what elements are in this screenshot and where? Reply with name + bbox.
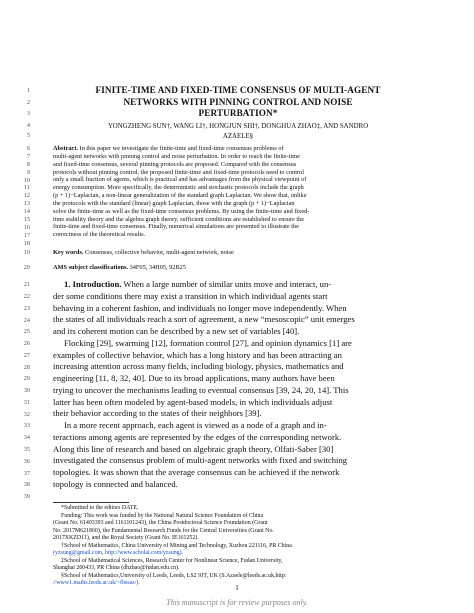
intro-line: behaving in a coherent fashion, and individuals no longer move independently. When [53, 302, 347, 313]
line-number: 4 [26, 122, 30, 129]
line-number: 14 [23, 208, 30, 215]
line-number: 9 [26, 169, 30, 176]
line-number: 15 [23, 216, 30, 223]
title-line: PERTURBATION* [198, 108, 278, 119]
line-number: 8 [26, 161, 30, 168]
line-number: 16 [23, 224, 30, 231]
intro-line: Flocking [29], swarming [12], formation control [27], and opinion dynamics [1] are [64, 337, 352, 348]
abstract-line: time stability theory and the algebra graph theory, sufficient conditions are established to ensure the [53, 215, 305, 223]
footnote-line: No. 2017M621860), the Fundamental Research Funds for the Central Universities (Grant No. [53, 527, 274, 534]
line-number: 30 [23, 387, 30, 394]
intro-line: In a more recent approach, each agent is viewed as a node of a graph and in- [64, 420, 327, 430]
line-number: 10 [23, 177, 30, 184]
section-title: Introduction. [72, 279, 122, 289]
line-number: 17 [23, 232, 30, 239]
footnote-line: Shanghai 200433, PR China (dhzhao@fudan.edu.cn). [53, 565, 180, 571]
authors [70, 122, 406, 141]
line-number: 34 [23, 434, 30, 441]
page-number: 1 [235, 584, 239, 592]
keywords-text: Consensus, collective behavior, multi-agent network, noise [85, 249, 234, 256]
abstract-line: correctness of the theoretical results. [53, 231, 146, 239]
abstract-line: energy consumption. More specifically, the deterministic and stochastic protocols include the graph [53, 184, 304, 192]
intro-line: latter has been often modeled by agent-based models, in which individuals adjust [53, 396, 333, 407]
line-number: 3 [26, 110, 30, 117]
section-number: 1. [64, 279, 71, 289]
line-number: 37 [23, 470, 30, 477]
line-number: 26 [23, 340, 30, 347]
abstract-line: and fixed-time consensus, several pinning protocols are proposed. Compared with the consensus [53, 160, 297, 168]
abstract-line: (p + 1)−Laplacian, a non-linear generalization of the standard graph Laplacian. We show that, unlike [53, 192, 307, 200]
line-number: 1 [26, 87, 30, 94]
line-number: 19 [23, 249, 30, 256]
abstract-label: Abstract. [53, 145, 79, 152]
footnote-line: (Grant No. 61403393 and 1161101243), the China Postdoctoral Science Foundation (Grant [53, 520, 268, 526]
intro-text: When a large number of similar units move and interact, un- [123, 279, 332, 289]
footnote-rule [53, 502, 129, 503]
abstract-line: finite-time and fixed-time consensus. Finally, numerical simulations are presented to illustrate the [53, 223, 299, 231]
footnote-line: †School of Mathematics, China University of Mining and Technology, Xuzhou 221116, PR China [61, 542, 292, 549]
intro-line: trying to uncover the mechanisms leading to eventual consensus [39, 24, 20, 14]. This [53, 384, 349, 395]
footnote-line[interactable]: //www1.maths.leeds.ac.uk/~fbssaz/). [53, 580, 140, 586]
intro-line: the states of all individuals reach a sort of agreement, a new “mesoscopic” unit emerges [53, 314, 355, 325]
line-number: 13 [23, 200, 30, 207]
authors-line: YONGZHENG SUN†, WANG LI†, HONGJUN SHI†, DONGHUA ZHAO‡, AND SANDRO [107, 123, 369, 130]
review-watermark: This manuscript is for review purposes only. [166, 598, 308, 607]
abstract-line: protocols without pinning control, the proposed finite-time and fixed-time protocols need to control [53, 168, 304, 176]
line-number: 38 [23, 481, 30, 488]
line-number: 11 [23, 184, 30, 191]
line-number: 25 [23, 328, 30, 335]
line-number: 35 [23, 446, 30, 453]
footnote-line: ‡School of Mathematical Sciences, Research Center for Nonlinear Science, Fudan University, [61, 557, 283, 564]
footnote-line: *Submitted to the editors DATE. [61, 505, 139, 511]
intro-line: examples of collective behavior, which has a long history and has been attracting an [53, 349, 342, 360]
line-number: 12 [23, 192, 30, 199]
line-number: 21 [23, 281, 30, 288]
keywords [53, 249, 423, 257]
abstract-line: only a small fraction of agents, which is practical and has advantages from the physical viewpoint of [53, 176, 307, 184]
abstract-line [53, 145, 423, 153]
line-number: 39 [23, 493, 30, 500]
line-number: 6 [26, 145, 30, 152]
intro-line: Along this line of research and based on algebraic graph theory, Olfati-Saber [30] [53, 443, 334, 454]
abstract [53, 145, 423, 239]
introduction [53, 279, 423, 491]
ams-text: 34F05, 34H05, 92B25 [129, 264, 186, 271]
abstract-text: In this paper we investigate the finite-time and fixed-time consensus problems of [79, 145, 284, 152]
intro-line: der some conditions there may exist a transition in which individual agents start [53, 290, 328, 301]
abstract-line: the protocols with the standard (linear) graph Laplacian, those with the graph (p + 1)−Laplacian [53, 199, 295, 207]
intro-line [53, 279, 423, 291]
footnote-line: 2017XKZD11), and the Royal Society (Grant No. IE161252). [53, 535, 199, 541]
abstract-line: solve the finite-time as well as the fixed-time consensus problems. By using the finite-time and fixed- [53, 207, 310, 215]
footnotes [53, 505, 423, 588]
line-number: 18 [23, 240, 30, 247]
intro-line: topologies. It was shown that the average consensus can be achieved if the network [53, 467, 340, 477]
ams-classifications [53, 264, 423, 272]
title-line: NETWORKS WITH PINNING CONTROL AND NOISE [123, 96, 353, 107]
line-number: 28 [23, 364, 30, 371]
footnote-line: Funding: This work was funded by the National Natural Science Foundation of China [61, 512, 264, 519]
intro-line: engineering [11, 8, 32, 40]. Due to its broad applications, many authors have been [53, 373, 335, 383]
line-number: 5 [26, 132, 30, 139]
line-number: 23 [23, 305, 30, 312]
line-number: 2 [26, 99, 30, 106]
line-number: 20 [23, 264, 30, 271]
title-line: FINITE-TIME AND FIXED-TIME CONSENSUS OF MULTI-AGENT [95, 85, 381, 95]
keywords-label: Key words. [53, 249, 84, 256]
abstract-line: multi-agent networks with pinning control and noise perturbation. In order to reach the finite-time [53, 152, 300, 160]
intro-line: teractions among agents are represented by the edges of the corresponding network. [53, 431, 342, 442]
line-number: 7 [26, 153, 30, 160]
line-number: 32 [23, 411, 30, 418]
footnote-line: §School of Mathematics,University of Leeds, Leeds, LS2 9JT, UK (S.Azaele@leeds.ac.uk,http: [61, 572, 287, 579]
ams-label: AMS subject classifications. [53, 264, 129, 271]
authors-line: AZAELE§ [222, 132, 254, 140]
line-number: 22 [23, 293, 30, 300]
intro-line: their behavior according to the states of their neighbors [39]. [53, 408, 262, 419]
line-number: 33 [23, 422, 30, 429]
intro-line: increasing attention across many fields, including biology, physics, mathematics and [53, 361, 344, 372]
line-number: 27 [23, 352, 30, 359]
line-number: 36 [23, 458, 30, 465]
intro-line: and its coherent motion can be described by a new set of variables [40]. [53, 326, 300, 336]
intro-line: investigated the consensus problem of multi-agent networks with fixed and switching [53, 455, 348, 466]
line-number: 24 [23, 317, 30, 324]
footnote-line[interactable]: (yzsung@gmail.com, http://www.scholat.com/yzsung). [53, 550, 184, 556]
intro-line: topology is connected and balanced. [53, 478, 178, 489]
paper-title [60, 85, 416, 120]
line-number: 29 [23, 375, 30, 382]
line-number: 31 [23, 399, 30, 406]
